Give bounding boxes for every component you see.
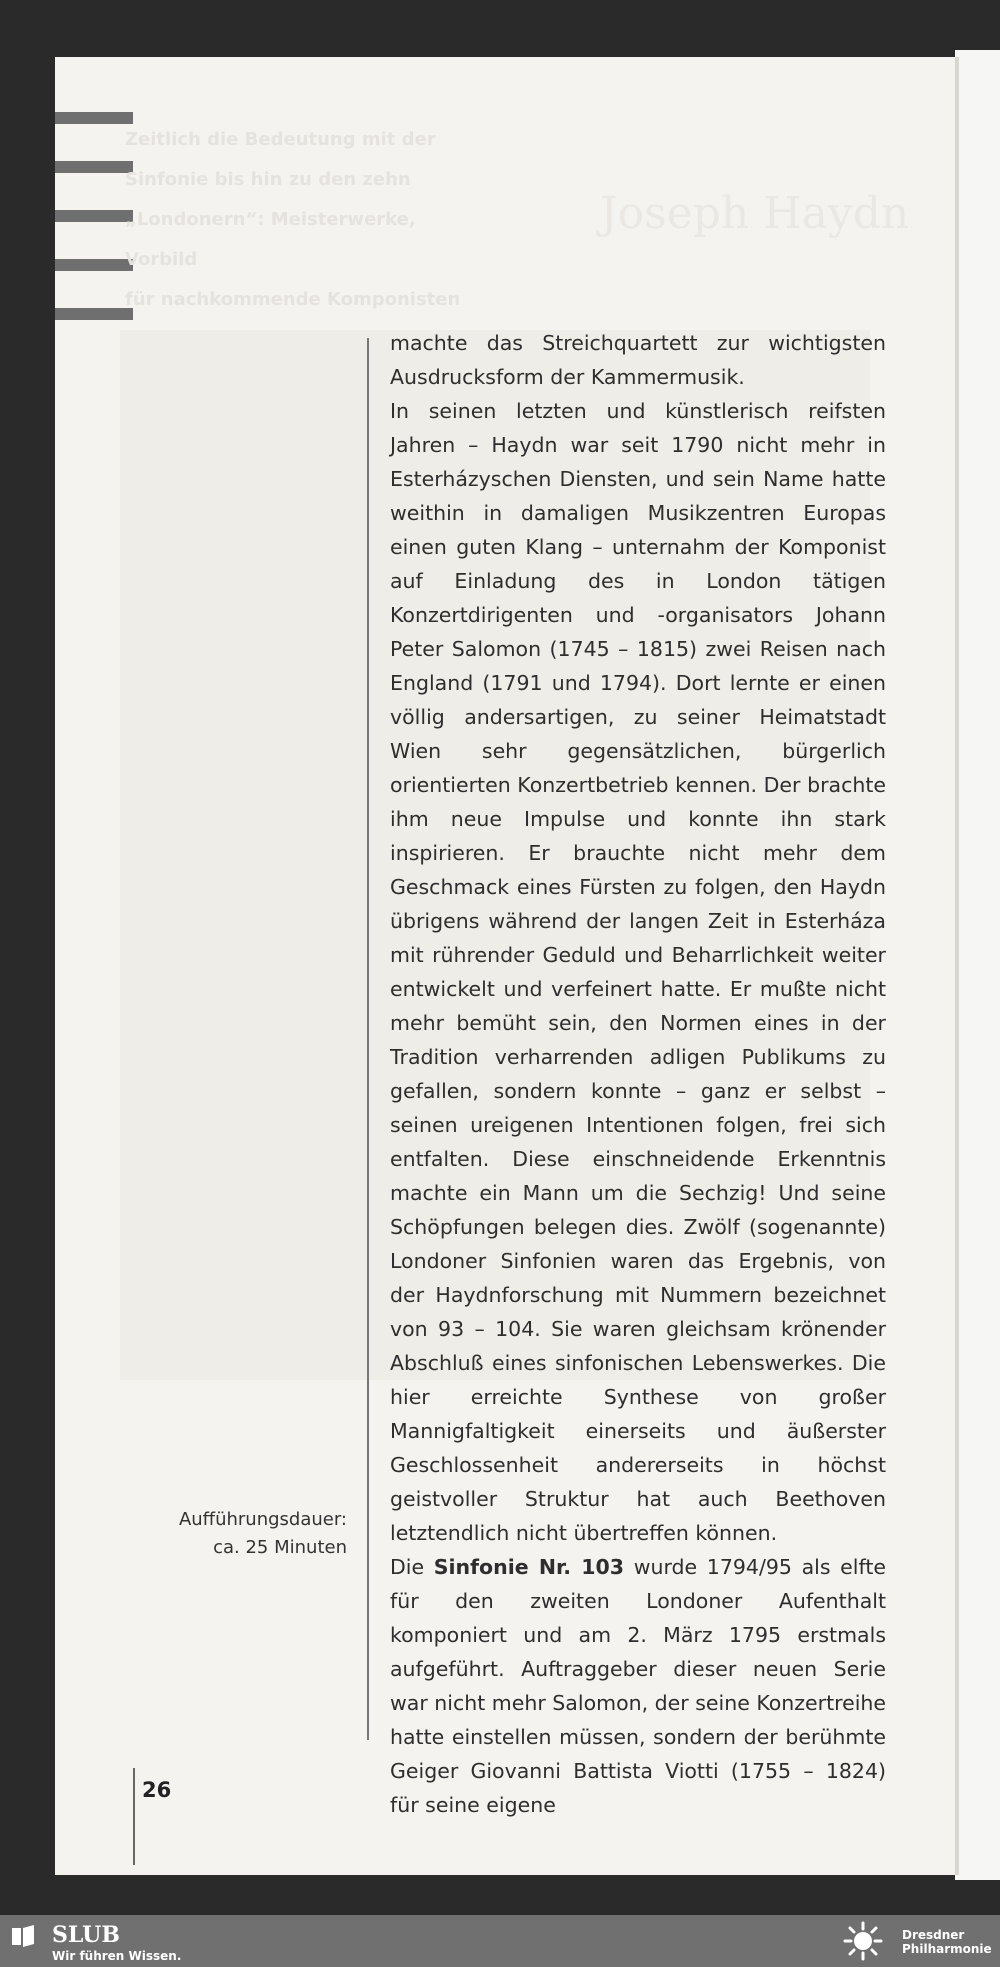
philharmonie-sun-icon	[843, 1921, 883, 1961]
partner-line: Dresdner	[902, 1928, 965, 1942]
performance-duration-note	[130, 1506, 347, 1562]
paragraph-rest: wurde 1794/95 als elfte für den zweiten Londoner Aufenthalt komponiert und am 2. März 1795 erstmals aufgeführt. Auftraggeber dieser neuen Serie war nicht mehr Salomon, der seine Konzertreihe hatte einstellen müssen, sondern der berühmte Geiger Giovanni Battista Viotti (1755 – 1824) für seine eigene	[390, 1555, 887, 1817]
bleed-through-line: für nachkommende Komponisten	[125, 289, 461, 310]
adjacent-page-edge	[955, 50, 1000, 1880]
body-text	[390, 326, 886, 1822]
page-edge-shadow	[955, 57, 959, 1875]
binding-mark	[55, 161, 133, 173]
footer-bar	[0, 1915, 1000, 1967]
page-number-rule	[133, 1768, 135, 1865]
partner-line: Philharmonie	[902, 1942, 992, 1956]
paragraph	[390, 1550, 886, 1822]
library-tagline: Wir führen Wissen.	[52, 1949, 182, 1963]
binding-mark	[55, 112, 133, 124]
binding-mark	[55, 210, 133, 222]
bleed-through-line: Zeitlich die Bedeutung mit der	[125, 129, 436, 150]
paragraph: In seinen letzten und künstlerisch reifsten Jahren – Haydn war seit 1790 nicht mehr in Esterházyschen Diensten, und sein Name hatte weithin in damaligen Musikzentren Europas einen guten Klang – unternahm der Komponist auf Einladung des in London tätigen Konzertdirigenten und -organisators Johann Peter Salomon (1745 – 1815) zwei Reisen nach England (1791 und 1794). Dort lernte er einen völlig andersartigen, zu seiner Heimatstadt Wien sehr gegensätzlichen, bürgerlich orientierten Konzertbetrieb kennen. Der brachte ihm neue Impulse und konnte ihn stark inspirieren. Er brauchte nicht mehr dem Geschmack eines Fürsten zu folgen, den Haydn übrigens während der langen Zeit in Esterháza mit rührender Geduld und Beharrlichkeit weiter entwickelt und verfeinert hatte. Er mußte nicht mehr bemüht sein, den Normen eines in der Tradition verharrenden adligen Publikums zu gefallen, sondern konnte – ganz er selbst – seinen ureigenen Intentionen folgen, frei sich entfalten. Diese einschneidende Erkenntnis machte ein Mann um die Sechzig! Und seine Schöpfungen belegen dies. Zwölf (sogenannte) Londoner Sinfonien waren das Ergebnis, von der Haydnforschung mit Nummern bezeichnet von 93 – 104. Sie waren gleichsam krönender Abschluß eines sinfonischen Lebenswerkes. Die hier erreichte Synthese von großer Mannigfaltigkeit einerseits und äußerster Geschlossenheit andererseits in höchst geistvoller Struktur hat auch Beethoven letztendlich nicht übertreffen können.	[390, 399, 886, 1545]
symphony-title: Sinfonie Nr. 103	[433, 1555, 625, 1579]
bleed-through-line: „Londonern“: Meisterwerke, Vorbild	[125, 209, 416, 270]
bleed-through-sidebar	[125, 120, 485, 320]
duration-value: ca. 25 Minuten	[213, 1537, 347, 1558]
binding-mark	[55, 308, 133, 320]
binding-marks	[55, 112, 133, 357]
duration-label: Aufführungsdauer:	[178, 1509, 347, 1530]
partner-name	[902, 1928, 992, 1956]
slub-book-icon	[12, 1925, 34, 1947]
library-name: SLUB	[52, 1922, 120, 1948]
page-number: 26	[142, 1778, 172, 1802]
paragraph-lead: Die	[390, 1555, 434, 1579]
bleed-through-line: Sinfonie bis hin zu den zehn	[125, 169, 411, 190]
paragraph: machte das Streichquartett zur wichtigsten Ausdrucksform der Kammermusik.	[390, 331, 886, 389]
bleed-through-title: Joseph Haydn	[600, 188, 910, 239]
binding-mark	[55, 259, 133, 271]
column-divider	[367, 338, 369, 1740]
